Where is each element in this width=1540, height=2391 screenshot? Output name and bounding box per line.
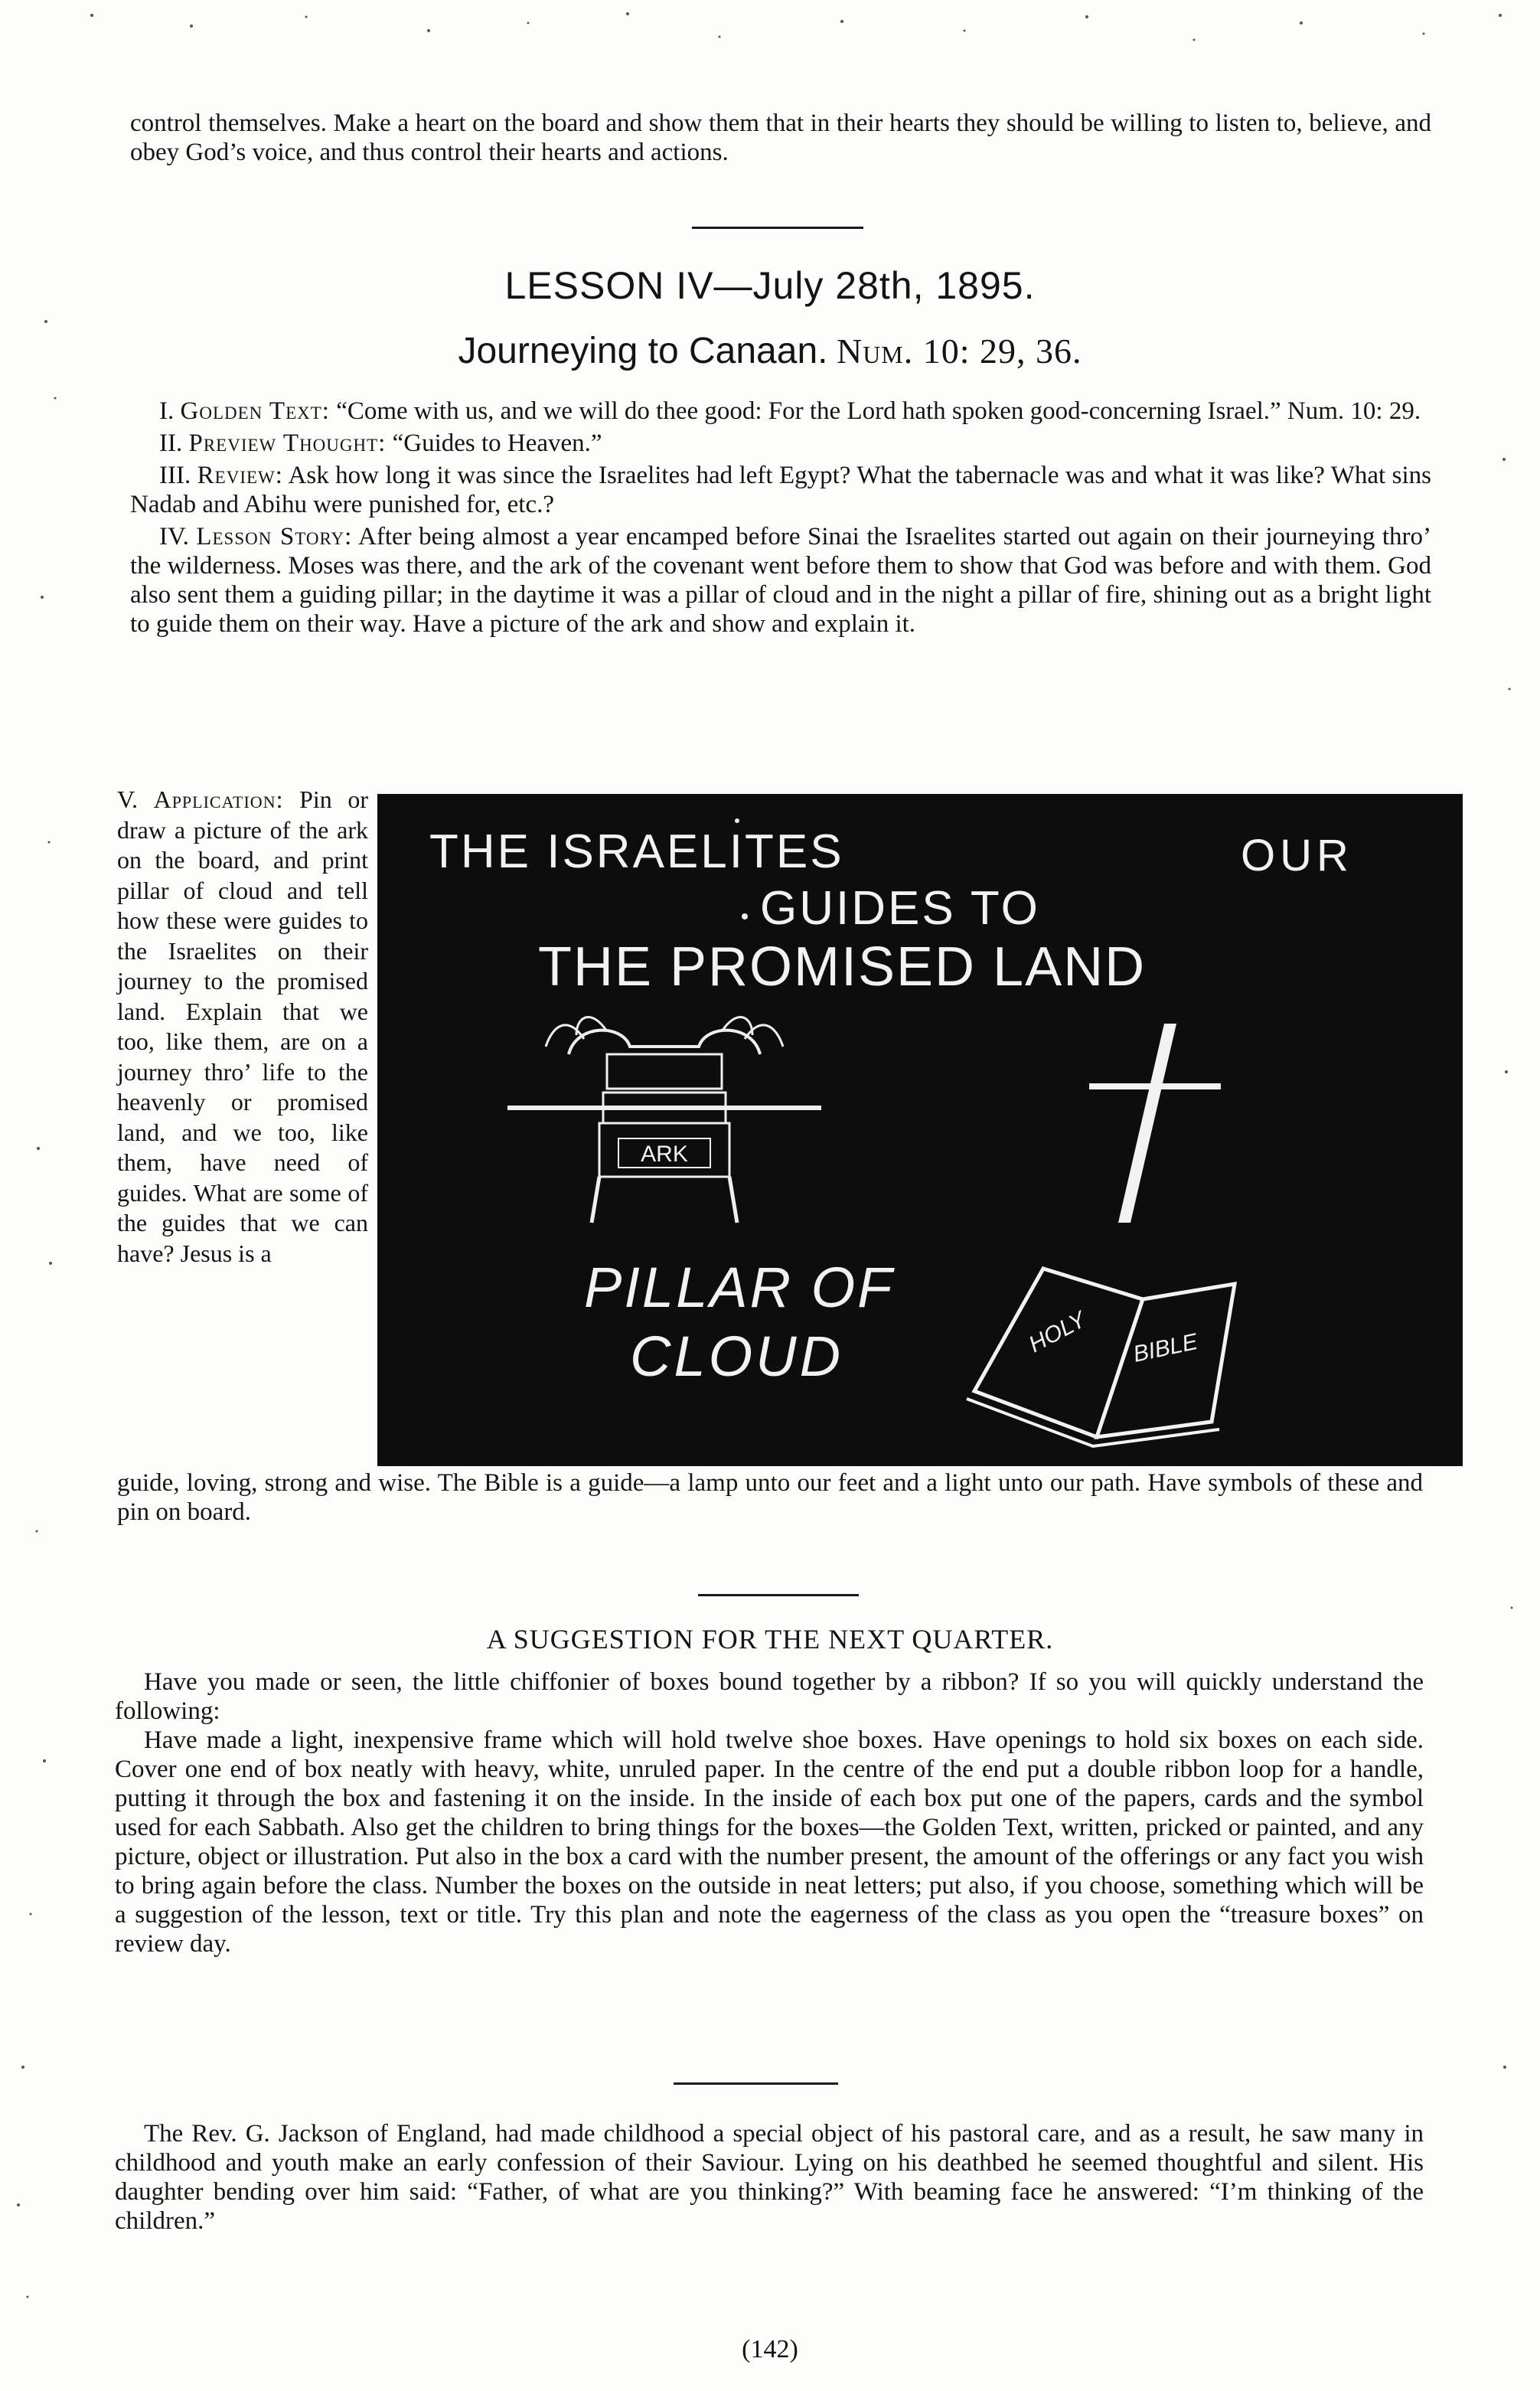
preview-thought-body: “Guides to Heaven.” [392,430,602,457]
illustration-heading-left: THE ISRAELITES [429,825,844,878]
holy-bible-icon [967,1269,1235,1446]
application-continuation: guide, loving, strong and wise. The Bible is a guide—a lamp unto our feet and a light unto our path. Have symbols of these and pin on board. [117,1469,1423,1526]
pillar-label-line1: PILLAR OF [584,1256,895,1319]
bible-label-left: HOLY [1024,1306,1090,1358]
intro-paragraph: control themselves. Make a heart on the board and show them that in their hearts they should be willing to listen to, believe, and obey God’s voice, and thus control their hearts and actions. [130,109,1431,166]
item-number: II. [159,430,183,457]
lesson-story-item [130,522,1431,639]
application-column [117,785,368,1269]
closing-anecdote: The Rev. G. Jackson of England, had made childhood a special object of his pastoral care, and as a result, he saw many in childhood and youth make an early confession of their Saviour. Lying on his deathbed he seemed thoughtful and silent. His daughter bending over him said: “Father, of what are you thinking?” With beaming face he answered: “I’m thinking of the children.” [115,2120,1424,2235]
suggestion-paragraph: Have you made or seen, the little chiffonier of boxes bound together by a ribbon? If so you will quickly understand the following: [115,1668,1424,1725]
item-label: Review: [197,462,283,489]
suggestion-body [115,1667,1424,1958]
item-number: III. [159,462,191,489]
bible-label-right: BIBLE [1131,1328,1200,1367]
lesson-topic: Journeying to Canaan. [458,331,828,371]
illustration-heading-right: OUR [1241,831,1353,880]
item-label: Lesson Story: [196,523,353,550]
illustration-heading-main: THE PROMISED LAND [538,936,1147,998]
preview-thought-item [130,429,1431,458]
lesson-story-body: After being almost a year encamped before Sinai the Israelites started out again on their journeying thro’ the wilderness. Moses was there, and the ark of the covenant went before them to show that God was before and with them. God also sent them a guiding pillar; in the daytime it was a pillar of cloud and in the night a pillar of fire, shining out as a bright light to guide them on their way. Have a picture of the ark and show and explain it. [130,523,1432,638]
section-divider [692,227,863,229]
lesson-title: LESSON IV—July 28th, 1895. [504,264,1036,307]
ark-label: ARK [641,1142,688,1167]
golden-text-body: “Come with us, and we will do thee good: For the Lord hath spoken good-concerning Israel.” Num. 10: 29. [336,397,1421,425]
suggestion-paragraph: Have made a light, inexpensive frame which will hold twelve shoe boxes. Have openings to hold six boxes on each side. Cover one end of box neatly with heavy, white, unruled paper. In the centre of the end put a double ribbon loop for a handle, putting it through the box and fastening it on the inside. In the inside of each box put one of the papers, cards and the symbol used for each Sabbath. Also get the children to bring things for the boxes—the Golden Text, written, pricked or painted, and any picture, object or illustration. Put also in the box a card with the number present, the amount of the offerings or any fact you wish to bring again before the class. Number the boxes on the outside in neat letters; put also, if you choose, something which will be a suggestion of the lesson, text or title. Try this plan and note the eagerness of the class as you open the “treasure boxes” on review day. [115,1726,1424,1958]
lesson-subtitle [0,331,1540,372]
item-number: I. [159,397,175,425]
item-number: IV. [159,523,189,550]
page-number: (142) [742,2335,798,2363]
item-label: Golden Text: [180,397,330,425]
item-label: Preview Thought: [188,430,387,457]
item-number: V. [117,786,138,813]
illustration-drawing [377,794,1463,1466]
item-label: Application: [153,786,284,813]
lesson-outline [130,397,1431,642]
review-body: Ask how long it was since the Israelites had left Egypt? What the tabernacle was and what it was like? What sins Nadab and Abihu were punished for, etc.? [130,462,1431,518]
golden-text-item [130,397,1431,426]
section-divider [698,1594,859,1596]
application-body: Pin or draw a picture of the ark on the board, and print pillar of cloud and tell how these were guides to the Israelites on their journey to the promised land. Explain that we too, like them, are on a journey thro’ life to the heavenly or promised land, and we too, like them, have need of guides. What are some of the guides that we can have? Jesus is a [117,786,369,1267]
blackboard-illustration [377,794,1463,1466]
illustration-heading-middle: GUIDES TO [760,882,1040,935]
suggestion-heading: A SUGGESTION FOR THE NEXT QUARTER. [486,1624,1054,1654]
ark-drawing [507,1017,821,1223]
pillar-label-line2: CLOUD [630,1325,844,1388]
cross-icon [1089,1024,1221,1223]
review-item [130,461,1431,519]
section-divider [674,2082,838,2085]
scripture-reference: Num. 10: 29, 36. [836,332,1082,371]
